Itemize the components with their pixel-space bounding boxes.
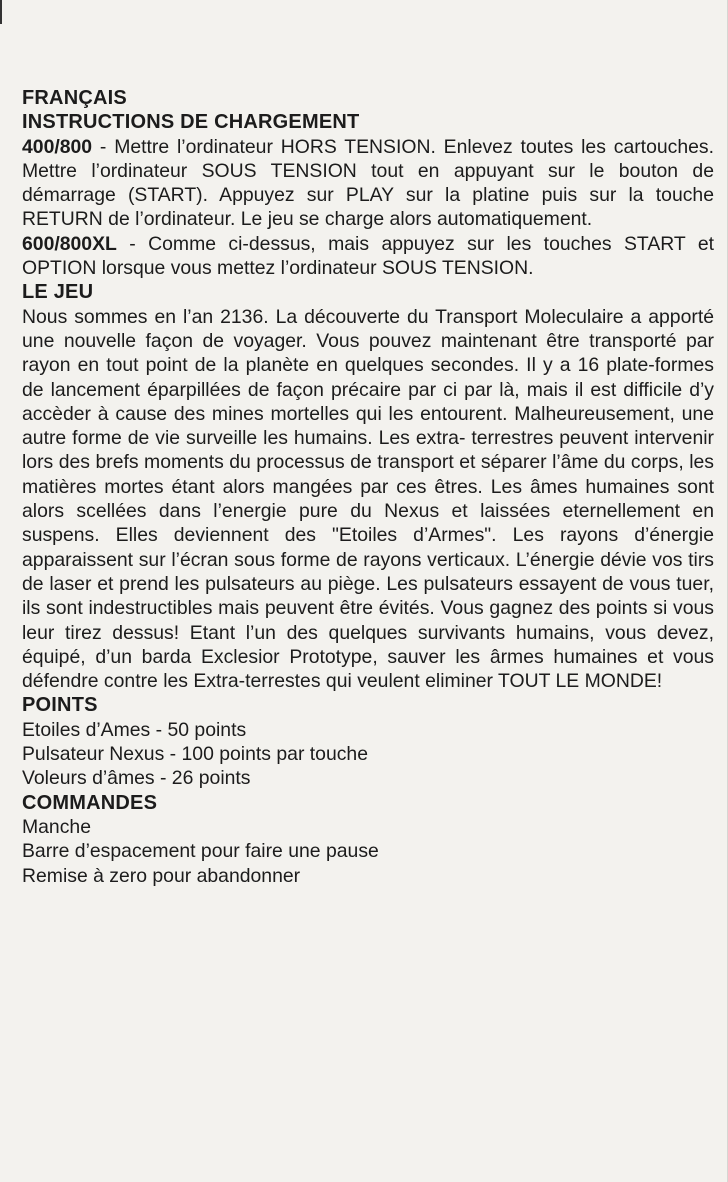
page-edge-mark xyxy=(0,0,2,24)
language-heading: FRANÇAIS xyxy=(22,87,127,109)
points-line: Pulsateur Nexus - 100 points par touche xyxy=(22,743,369,766)
loading-600-800xl-paragraph xyxy=(22,232,714,281)
loading-600-800xl-lead: 600/800XL xyxy=(22,232,117,255)
points-line: Etoiles d’Ames - 50 points xyxy=(22,718,247,741)
loading-400-800-paragraph xyxy=(22,135,714,232)
points-line: Voleurs d’âmes - 26 points xyxy=(22,767,251,790)
loading-400-800-lead: 400/800 xyxy=(22,135,93,158)
loading-heading: INSTRUCTIONS DE CHARGEMENT xyxy=(22,111,360,134)
points-heading: POINTS xyxy=(22,694,98,717)
instructions-text xyxy=(22,86,714,888)
loading-600-800xl-text: - Comme ci-dessus, mais appuyez sur les touches START et OPTION lorsque vous mettez l’ordinateur SOUS TENSION. xyxy=(22,232,714,280)
loading-400-800-text: - Mettre l’ordinateur HORS TENSION. Enlevez toutes les cartouches. Mettre l’ordinateur SOUS TENSION tout en appuyant sur le bouton de démarrage (START). Appuyez sur PLAY sur la platine puis sur la touche RETURN de l’ordinateur. Le jeu se charge alors automatiquement. xyxy=(22,135,714,231)
commands-heading: COMMANDES xyxy=(22,791,158,814)
command-line: Remise à zero pour abandonner xyxy=(22,864,301,887)
command-line: Barre d’espacement pour faire une pause xyxy=(22,840,379,863)
game-heading: LE JEU xyxy=(22,281,94,304)
game-paragraph: Nous sommes en l’an 2136. La découverte du Transport Moleculaire a apporté une nouvelle façon de voyager. Vous pouvez maintenant être transporté par rayon en tout point de la planète en quelques secondes. Il y a 16 plate-formes de lancement éparpillées de façon précaire par ci par là, mais il est difficile d’y accèder à cause des mines mortelles qui les entourent. Malheureusement, une autre forme de vie surveille les humains. Les extra- terrestres peuvent intervenir lors des brefs moments du processus de transport et séparer l’âme du corps, les matières mortes étant alors mangées par ces êtres. Les âmes humaines sont alors scellées dans l’energie pure du Nexus et laissées eternellement en suspens. Elles deviennent des "Etoiles d’Armes". Les rayons d’énergie apparaissent sur l’écran sous forme de rayons verticaux. L’énergie dévie vos tirs de laser et prend les pulsateurs au piège. Les pulsateurs essayent de vous tuer, ils sont indestructibles mais peuvent être évités. Vous gagnez des points si vous leur tirez dessus! Etant l’un des quelques survivants humains, vous devez, équipé, d’un barda Exclesior Prototype, sauver les ârmes humaines et vous défendre contre les Extra-terrestes qui veulent eliminer TOUT LE MONDE! xyxy=(22,305,714,693)
command-line: Manche xyxy=(22,815,91,838)
